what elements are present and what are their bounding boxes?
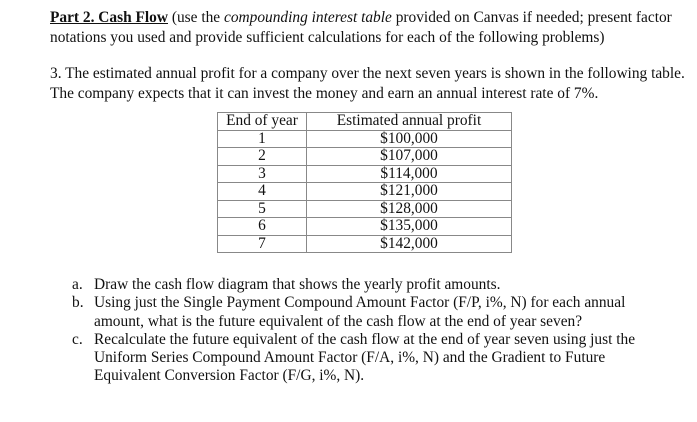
profit-cell: $121,000 [307,183,512,201]
year-cell: 6 [218,218,307,236]
subquestion-marker: c. [72,330,83,348]
profit-cell: $135,000 [307,218,512,236]
table-row [218,235,512,253]
table-row [218,165,512,183]
year-cell: 3 [218,165,307,183]
table-row [218,148,512,166]
table-row [218,200,512,218]
year-cell: 7 [218,235,307,253]
year-cell: 1 [218,130,307,148]
section-header [50,8,690,48]
header-emphasis: compounding interest table [224,9,392,26]
profit-cell: $114,000 [307,165,512,183]
profit-table [217,112,512,253]
subquestion-text: Using just the Single Payment Compound Amount Factor (F/P, i%, N) for each annual amount, what is the future equivalent of the cash flow at the end of year seven? [94,294,626,330]
section-title: Part 2. Cash Flow [50,9,168,26]
profit-cell: $128,000 [307,200,512,218]
subquestion-list [0,276,697,386]
subquestion-marker: b. [72,294,84,312]
subquestion-text: Recalculate the future equivalent of the cash flow at the end of year seven using just the Uniform Series Compound Amount Factor (F/A, i%, N) and the Gradient to Future Equivalent Conversion Factor (F/G, i%, N). [94,330,636,385]
header-text-after: provided on Canvas if needed; present factor notations you used and provide sufficient calculations for each of the following problems) [50,9,672,46]
table-row [218,218,512,236]
subquestion-c [0,331,697,386]
profit-cell: $142,000 [307,235,512,253]
column-header-year: End of year [218,113,307,131]
table-row [218,130,512,148]
problem-statement: 3. The estimated annual profit for a company over the next seven years is shown in the following table. The company expects that it can invest the money and earn an annual interest rate of 7%. [50,65,685,102]
subquestion-a [0,276,697,294]
table-row [218,183,512,201]
profit-cell: $107,000 [307,148,512,166]
subquestion-marker: a. [72,276,83,293]
column-header-profit: Estimated annual profit [307,113,512,131]
year-cell: 4 [218,183,307,201]
table-header-row [218,113,512,131]
subquestion-b [0,294,697,331]
subquestion-text: Draw the cash flow diagram that shows the yearly profit amounts. [94,276,501,293]
profit-cell: $100,000 [307,130,512,148]
header-text-before: (use the [168,9,224,26]
year-cell: 5 [218,200,307,218]
year-cell: 2 [218,148,307,166]
